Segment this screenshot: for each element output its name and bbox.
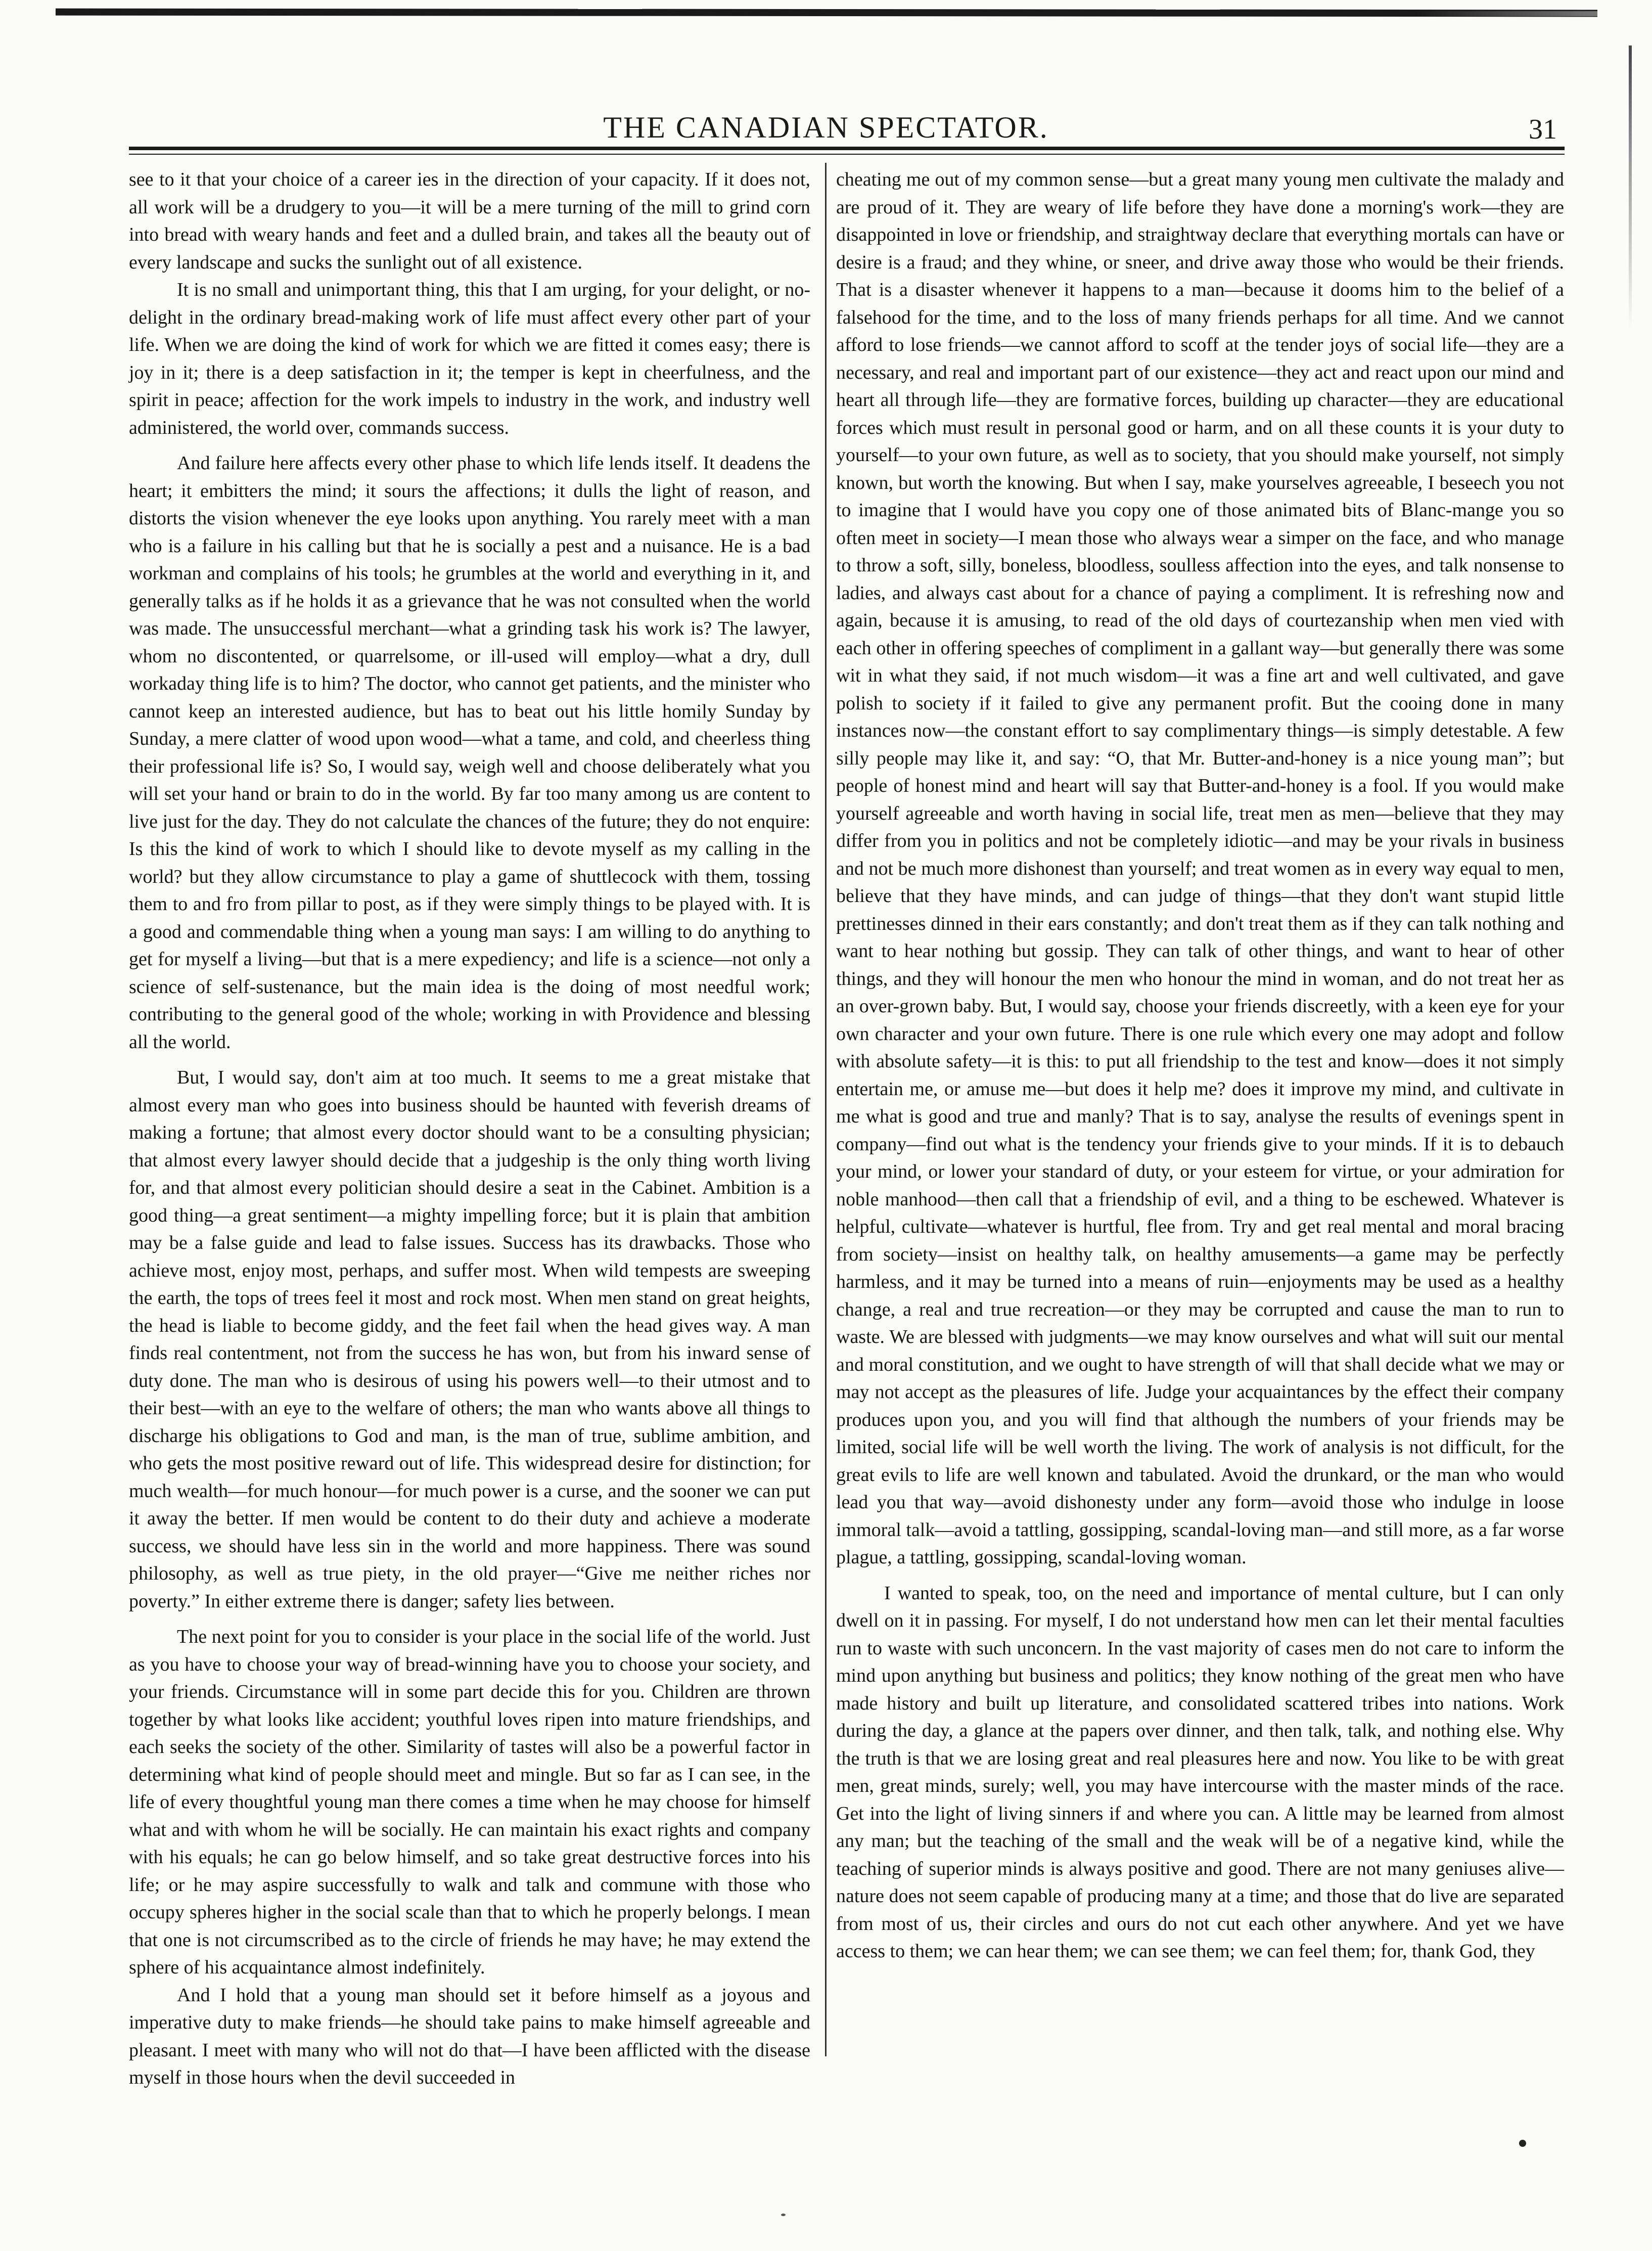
paragraph: And I hold that a young man should set it before himself as a joyous and imperative duty to make friends—he should take pains to make himself agreeable and pleasant. I meet with many who will not do that—I have been afflicted with the disease myself in those hours when the devil succeeded in [129,1984,810,2088]
paragraph: I wanted to speak, too, on the need and importance of mental culture, but I can only dwell on it in passing. For myself, I do not understand how men can let their mental faculties run to waste with such unconcern. In the vast majority of cases men do not care to inform the mind upon anything but business and politics; they know nothing of the great men who have made history and built up literature, and consolidated scattered tribes into nations. Work during the day, a glance at the papers over dinner, and then talk, talk, and nothing else. Why the truth is that we are losing great and real pleasures here and now. You like to be with great men, great minds, surely; well, you may have intercourse with the master minds of the race. Get into the light of living sinners if and where you can. A little may be learned from almost any man; but the teaching of the small and the weak will be of a negative kind, while the teaching of superior minds is always positive and good. There are not many geniuses alive—nature does not seem capable of producing many at a time; and those that do live are separated from most of us, their circles and ours do not cut each other anywhere. And yet we have access to them; we can hear them; we can see them; we can feel them; for, thank God, they [836,1582,1564,1962]
right-column [836,166,1564,2067]
header-rule-thick [129,147,1565,150]
margin-dot [1519,2140,1526,2147]
paragraph: But, I would say, don't aim at too much. It seems to me a great mistake that almost every man who goes into business should be haunted with feverish dreams of making a fortune; that almost every doctor should want to be a consulting physician; that almost every lawyer should decide that a judgeship is the only thing worth living for, and that almost every politician should desire a seat in the Cabinet. Ambition is a good thing—a great sentiment—a mighty impelling force; but it is plain that ambition may be a false guide and lead to false issues. Success has its drawbacks. Those who achieve most, enjoy most, perhaps, and suffer most. When wild tempests are sweeping the earth, the tops of trees feel it most and rock most. When men stand on great heights, the head is liable to become giddy, and the feet fail when the head gives way. A man finds real contentment, not from the success he has won, but from his inward sense of duty done. The man who is desirous of using his powers well—to their utmost and to their best—with an eye to the welfare of others; the man who wants above all things to discharge his obligations to God and man, is the man of true, sublime ambition, and who gets the most positive reward out of life. This widespread desire for distinction; for much wealth—for much honour—for much power is a curse, and the sooner we can put it away the better. If men would be content to do their duty and achieve a moderate success, we should have less sin in the world and more happiness. There was sound philosophy, as well as true piety, in the old prayer—“Give me neither riches nor poverty.” In either extreme there is danger; safety lies between. [129,1067,810,1612]
paragraph: cheating me out of my common sense—but a great many young men cultivate the malady and are proud of it. They are weary of life before they have done a morning's work—they are disappointed in love or friendship, and straightway declare that everything mortals can have or desire is a fraud; and they whine, or sneer, and drive away those who would be their friends. That is a disaster whenever it happens to a man—because it dooms him to the belief of a falsehood for the time, and to the loss of many friends perhaps for all time. And we cannot afford to lose friends—we cannot afford to scoff at the tender joys of social life—they are a necessary, and real and important part of our existence—they act and react upon our mind and heart all through life—they are formative forces, building up character—they are educational forces which must result in personal good or harm, and on all these counts it is your duty to yourself—to your own future, as well as to society, that you should make yourself, not simply known, but worth the knowing. But when I say, make yourselves agreeable, I beseech you not to imagine that I would have you copy one of those animated bits of Blanc-mange you so often meet in society—I mean those who always wear a simper on the face, and who manage to throw a soft, silly, boneless, bloodless, soulless affection into the eyes, and talk nonsense to ladies, and always cast about for a chance of paying a compliment. It is refreshing now and again, because it is amusing, to read of the old days of courtezanship when men vied with each other in offering speeches of compliment in a gallant way—but generally there was some wit in what they said, if not much wisdom—it was a fine art and well cultivated, and gave polish to society if it failed to give any permanent profit. But the cooing done in many instances now—the constant effort to say complimentary things—is simply detestable. A few silly people may like it, and say: “O, that Mr. Butter-and-honey is a nice young man”; but people of honest mind and heart will say that Butter-and-honey is a fool. If you would make yourself agreeable and worth having in social life, treat men as men—believe that they may differ from you in politics and not be completely idiotic—and may be your rivals in business and not be much more dishonest than yourself; and treat women as in every way equal to men, believe that they have minds, and can judge of things—that they don't want stupid little prettinesses dinned in their ears constantly; and don't treat them as if they can talk nothing and want to hear nothing but gossip. They can talk of other things, and want to hear of other things, and they will honour the men who honour the mind in woman, and do not treat her as an over-grown baby. But, I would say, choose your friends discreetly, with a keen eye for your own character and your own future. There is one rule which every one may adopt and follow with absolute safety—it is this: to put all friendship to the test and know—does it not simply entertain me, or amuse me—but does it help me? does it improve my mind, and cultivate in me what is good and true and manly? That is to say, analyse the results of evenings spent in company—find out what is the tendency your friends give to your minds. If it is to debauch your mind, or lower your standard of duty, or your esteem for virtue, or your admiration for noble manhood—then call that a friendship of evil, and a thing to be eschewed. Whatever is helpful, cultivate—whatever is hurtful, flee from. Try and get real mental and moral bracing from society—insist on healthy talk, on healthy amusements—a game may be perfectly harmless, and it may be turned into a means of ruin—enjoyments may be used as a healthy change, a real and true recreation—or they may be corrupted and cause the man to run to waste. We are blessed with judgments—we may know ourselves and what will suit our mental and moral constitution, and we ought to have strength of will that shall decide what we may or may not accept as the pleasures of life. Judge your acquaintances by the effect their company produces upon you, and you will find that although the numbers of your friends may be limited, social life will be well worth the living. The work of analysis is not difficult, for the great evils to life are well known and tabulated. Avoid the drunkard, or the man who would lead you that way—avoid dishonesty under any form—avoid those who indulge in loose immoral talk—avoid a tattling, gossipping, scandal-loving man—and still more, as a far worse plague, a tattling, gossipping, scandal-loving woman. [836,169,1564,1568]
paragraph: And failure here affects every other phase to which life lends itself. It deadens the heart; it embitters the mind; it sours the affections; it dulls the light of reason, and distorts the vision whenever the eye looks upon anything. You rarely meet with a man who is a failure in his calling but that he is socially a pest and a nuisance. He is a bad workman and complains of his tools; he grumbles at the world and everything in it, and generally talks as if he holds it as a grievance that he was not consulted when the world was made. The unsuccessful merchant—what a grinding task his work is? The lawyer, whom no discontented, or quarrelsome, or ill-used will employ—what a dry, dull workaday thing life is to him? The doctor, who cannot get patients, and the minister who cannot keep an interested audience, but has to beat out his little homily Sunday by Sunday, a mere clatter of wood upon wood—what a tame, and cold, and cheerless thing their professional life is? So, I would say, weigh well and choose deliberately what you will set your hand or brain to do in the world. By far too many among us are content to live just for the day. They do not calculate the chances of the future; they do not enquire: Is this the kind of work to which I should like to devote myself as my calling in the world? but they allow circumstance to play a game of shuttlecock with them, tossing them to and fro from pillar to post, as if they were simply things to be played with. It is a good and commendable thing when a young man says: I am willing to do anything to get for myself a living—but that is a mere expediency; and life is a science—not only a science of self-sustenance, but the main idea is the doing of most needful work; contributing to the general good of the whole; working in with Providence and blessing all the world. [129,453,810,1053]
paragraph: see to it that your choice of a career ies in the direction of your capacity. If it does not, all work will be a drudgery to you—it will be a mere turning of the mill to grind corn into bread with weary hands and feet and a dulled brain, and takes all the beauty out of every landscape and sucks the sunlight out of all existence. [129,169,810,273]
print-speck [781,2214,786,2216]
paragraph: The next point for you to consider is your place in the social life of the world. Just as you have to choose your way of bread-winning have you to choose your society, and your friends. Circumstance will in some part decide this for you. Children are thrown together by what looks like accident; youthful loves ripen into mature friendships, and each seeks the society of the other. Similarity of tastes will also be a powerful factor in determining what kind of people should meet and mingle. But so far as I can see, in the life of every thoughtful young man there comes a time when he may choose for himself what and with whom he will be socially. He can maintain his exact rights and company with his equals; he can go below himself, and so take great destructive forces into his life; or he may aspire successfully to walk and talk and commune with those who occupy spheres higher in the social scale than that to which he properly belongs. I mean that one is not circumscribed as to the circle of friends he may have; he may extend the sphere of his acquaintance almost indefinitely. [129,1626,810,1978]
header-rule-thin [129,154,1565,155]
column-divider [825,163,827,2056]
page-number: 31 [1529,114,1557,145]
paragraph: It is no small and unimportant thing, this that I am urging, for your delight, or no-delight in the ordinary bread-making work of life must affect every other part of your life. When we are doing the kind of work for which we are fitted it comes easy; there is joy in it; there is a deep satisfaction in it; the temper is kept in cheerfulness, and the spirit in peace; affection for the work impels to industry in the work, and industry well administered, the world over, commands success. [129,279,810,438]
left-column [129,166,810,2088]
page-header [0,0,1652,152]
masthead-title: THE CANADIAN SPECTATOR. [603,111,1049,144]
